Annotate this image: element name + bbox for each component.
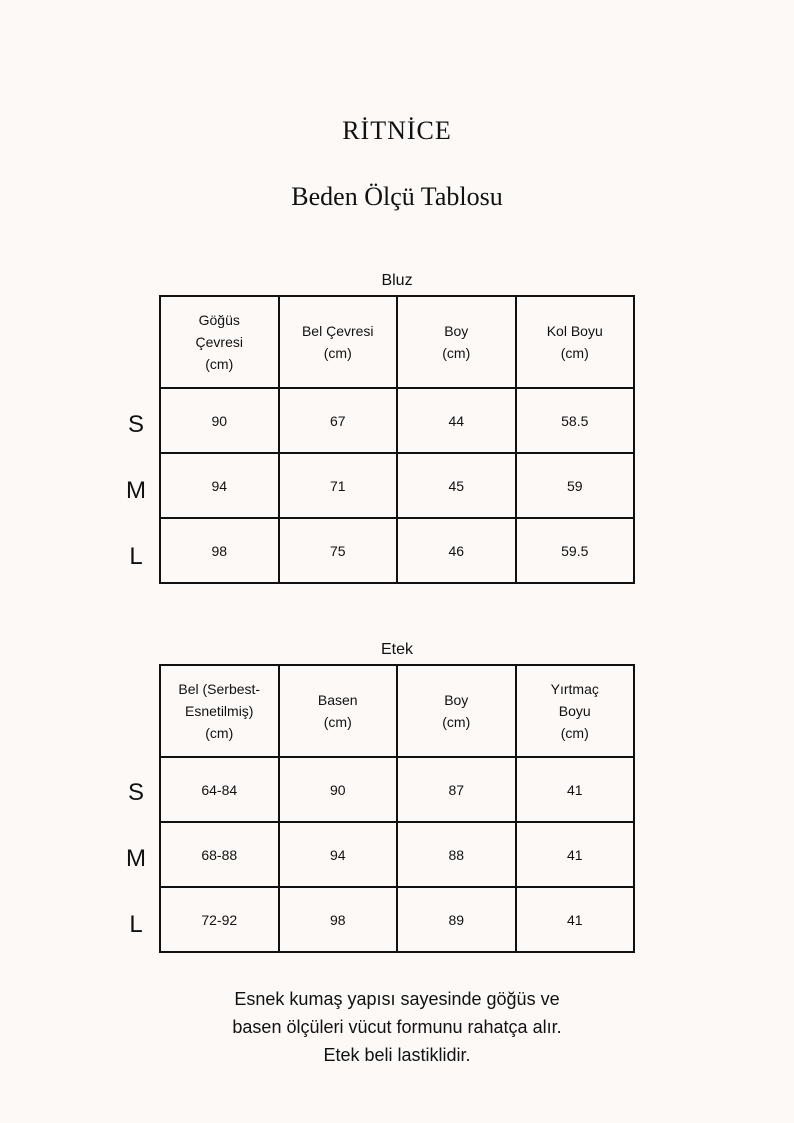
table-cell: 59 [516, 453, 635, 518]
header-cell [397, 296, 516, 388]
bluz-size-labels [112, 392, 160, 590]
note-line: Etek beli lastiklidir. [323, 1045, 471, 1065]
etek-size-labels [112, 760, 160, 958]
header-line: Göğüs [198, 312, 240, 328]
table-cell: 64-84 [160, 757, 279, 822]
header-line: (cm) [323, 714, 352, 730]
table-cell: 68-88 [160, 822, 279, 887]
header-cell [516, 296, 635, 388]
header-line: (cm) [442, 714, 471, 730]
table-cell: 45 [397, 453, 516, 518]
table-cell: 44 [397, 388, 516, 453]
table-header-row [160, 296, 634, 388]
header-cell [279, 665, 398, 757]
header-cell [397, 665, 516, 757]
header-line: Boy [444, 692, 469, 708]
table-cell: 59.5 [516, 518, 635, 583]
size-label: L [129, 543, 143, 570]
header-line: Esnetilmiş) [185, 703, 254, 719]
table-cell: 87 [397, 757, 516, 822]
brand-logo: RİTNİCE [342, 116, 452, 145]
header-cell [516, 665, 635, 757]
header-line: Boyu [558, 703, 591, 719]
etek-label: Etek [380, 641, 413, 658]
table-cell: 41 [516, 757, 635, 822]
table-cell: 41 [516, 822, 635, 887]
table-row [160, 757, 634, 822]
bluz-label: Bluz [381, 272, 413, 289]
table-row [160, 822, 634, 887]
table-cell: 94 [279, 822, 398, 887]
size-label: S [127, 779, 144, 806]
etek-size-table [159, 664, 635, 953]
header-cell [279, 296, 398, 388]
page-title: Beden Ölçü Tablosu [291, 182, 503, 211]
bluz-size-table [159, 295, 635, 584]
header-line: Çevresi [195, 334, 243, 350]
header-cell [160, 296, 279, 388]
table-cell: 94 [160, 453, 279, 518]
table-cell: 72-92 [160, 887, 279, 952]
table-cell: 58.5 [516, 388, 635, 453]
size-label: M [126, 477, 146, 504]
size-label: S [127, 411, 144, 438]
table-cell: 90 [279, 757, 398, 822]
header-line: (cm) [560, 725, 589, 741]
table-cell: 41 [516, 887, 635, 952]
table-row [160, 388, 634, 453]
table-cell: 98 [279, 887, 398, 952]
table-cell: 89 [397, 887, 516, 952]
header-line: Kol Boyu [546, 323, 603, 339]
fit-note [0, 985, 794, 1069]
table-row [160, 887, 634, 952]
header-line: (cm) [205, 725, 234, 741]
header-line: Boy [444, 323, 469, 339]
size-label: M [126, 845, 146, 872]
table-cell: 46 [397, 518, 516, 583]
header-line: Bel (Serbest- [178, 681, 261, 697]
header-cell [160, 665, 279, 757]
size-label: L [129, 911, 143, 938]
header-line: Bel Çevresi [301, 323, 374, 339]
table-cell: 88 [397, 822, 516, 887]
table-cell: 75 [279, 518, 398, 583]
note-line: Esnek kumaş yapısı sayesinde göğüs ve [234, 989, 560, 1009]
table-cell: 67 [279, 388, 398, 453]
table-header-row [160, 665, 634, 757]
table-cell: 71 [279, 453, 398, 518]
header-line: (cm) [442, 345, 471, 361]
table-cell: 90 [160, 388, 279, 453]
table-row [160, 518, 634, 583]
table-cell: 98 [160, 518, 279, 583]
header-line: (cm) [323, 345, 352, 361]
table-row [160, 453, 634, 518]
header-line: (cm) [560, 345, 589, 361]
note-line: basen ölçüleri vücut formunu rahatça alır. [232, 1017, 562, 1037]
header-line: (cm) [205, 356, 234, 372]
header-line: Basen [317, 692, 358, 708]
header-line: Yırtmaç [550, 681, 599, 697]
